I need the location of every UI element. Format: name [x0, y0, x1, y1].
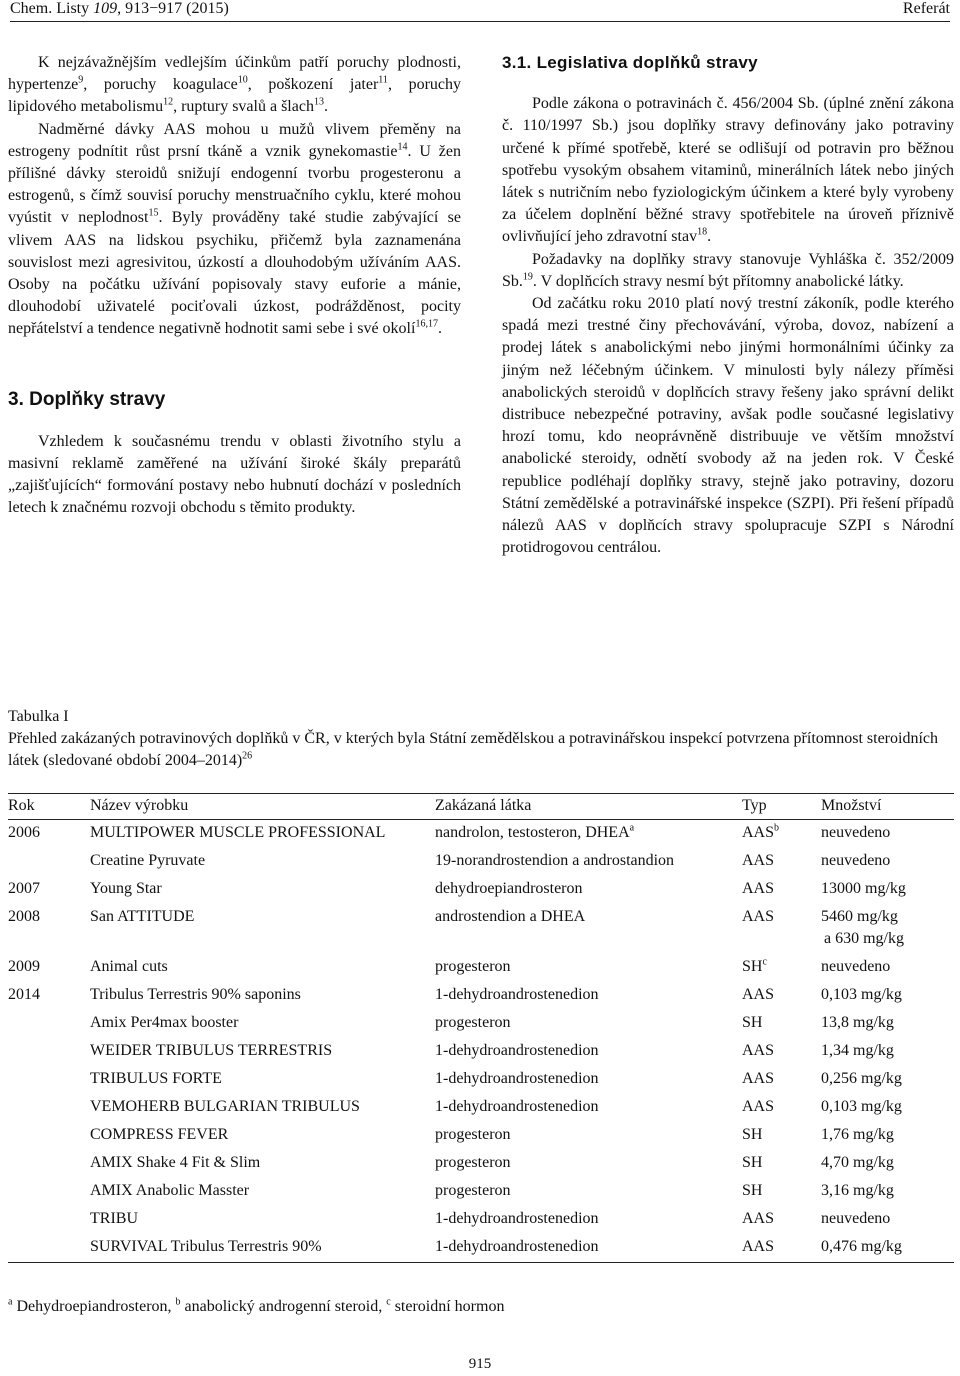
cell-substance-text: 1-dehydroandrostenedion: [435, 1238, 599, 1255]
journal-volume: 109: [93, 0, 118, 17]
text-run: . U žen přílišné dávky steroidů snižují endogenní tvorbu progesteronu a estrogenů, s čímž souvisí poruchy menstruačního cyklu, které mohou vyústit v neplodnost: [8, 142, 461, 227]
cell-product-name-text: AMIX Shake 4 Fit & Slim: [90, 1154, 261, 1171]
text-run: .: [323, 98, 328, 116]
paragraph-supplements-intro: Vzhledem k současnému trendu v oblasti životního stylu a masivní reklamě zaměřené na užívání široké škály preparátů „zajišťujících“ formování postavy nebo hubnutí dochází v posledních letech k značnému rozvoji obchodu s těmito produkty.: [8, 432, 461, 517]
cell-type-text: AAS: [742, 908, 775, 925]
cell-substance: [435, 1178, 742, 1206]
cell-substance: [435, 820, 742, 849]
cell-product-name-text: Tribulus Terrestris 90% saponins: [90, 986, 301, 1003]
footnote-ref: c: [762, 956, 767, 968]
cell-type: [742, 820, 821, 849]
cell-type: [742, 1206, 821, 1234]
cell-year-text: 2007: [8, 880, 40, 897]
cell-year: [8, 820, 90, 849]
table-header-row: [8, 794, 954, 820]
cell-product-name: [90, 876, 435, 904]
table-row: [8, 1206, 954, 1234]
journal-prefix: Chem. Listy: [10, 0, 94, 17]
header-year: Rok: [8, 794, 90, 820]
page-number: 915: [468, 1356, 492, 1372]
cell-year-text: 2014: [8, 986, 40, 1003]
cell-substance-text: 1-dehydroandrostenedion: [435, 1098, 599, 1115]
cell-product-name: [90, 1038, 435, 1066]
cell-product-name-text: Creatine Pyruvate: [90, 852, 206, 869]
cell-year: [8, 1122, 90, 1150]
cell-product-name: [90, 1010, 435, 1038]
cell-product-name: [90, 1150, 435, 1178]
cell-amount: [821, 954, 954, 982]
cell-type-text: SH: [742, 1154, 763, 1171]
journal-pages: , 913−917 (2015): [117, 0, 229, 17]
section-heading: 3. Doplňky stravy: [8, 388, 166, 410]
cell-year: [8, 954, 90, 982]
cell-product-name-text: COMPRESS FEVER: [90, 1126, 229, 1143]
cell-amount: [821, 1038, 954, 1066]
citation: 12: [163, 97, 174, 109]
text-run: . Byly prováděny také studie zabývající se vlivem AAS na lidskou psychiku, přičemž byla zaznamenána souvislost mezi agresivitou, úzkostí a dlouhodobým užíváním AAS. Osoby na počátku užívání popisovaly stavy euforie a mánie, dlouhodobí uživatelé pociťovali úzkost, podrážděnost, pocity nepřátelství a tendence negativně hodnotit sami sebe i své okolí: [8, 209, 461, 338]
cell-amount-text: 0,476 mg/kg: [821, 1238, 902, 1255]
cell-type-text: AAS: [742, 852, 775, 869]
cell-substance-text: 1-dehydroandrostenedion: [435, 1042, 599, 1059]
supplements-table: [8, 793, 954, 1263]
table-row: [8, 1122, 954, 1150]
cell-year: [8, 1066, 90, 1094]
cell-amount: [821, 1066, 954, 1094]
text-run: , poškození jater: [247, 76, 379, 94]
table-row: [8, 848, 954, 876]
cell-substance: [435, 1234, 742, 1263]
cell-type: [742, 982, 821, 1010]
cell-type: [742, 1150, 821, 1178]
left-column: [8, 52, 461, 520]
cell-substance: [435, 1038, 742, 1066]
header-substance: Zakázaná látka: [435, 794, 742, 820]
cell-type: [742, 954, 821, 982]
cell-product-name-text: Amix Per4max booster: [90, 1014, 239, 1031]
cell-substance-text: 1-dehydroandrostenedion: [435, 1210, 599, 1227]
cell-product-name: [90, 1066, 435, 1094]
cell-substance-text: progesteron: [435, 1182, 511, 1199]
cell-year: [8, 1234, 90, 1263]
cell-substance: [435, 904, 742, 954]
cell-type-text: AAS: [742, 1042, 775, 1059]
cell-product-name: [90, 820, 435, 849]
table-row: [8, 1150, 954, 1178]
cell-year: [8, 1150, 90, 1178]
table-row: [8, 982, 954, 1010]
table-row: [8, 876, 954, 904]
cell-substance: [435, 982, 742, 1010]
cell-amount: [821, 1010, 954, 1038]
cell-amount-text: neuvedeno: [821, 1210, 891, 1227]
cell-substance-text: dehydroepiandrosteron: [435, 880, 583, 897]
cell-substance-text: androstendion a DHEA: [435, 908, 586, 925]
cell-year: [8, 1178, 90, 1206]
cell-year: [8, 848, 90, 876]
cell-substance: [435, 876, 742, 904]
cell-substance-text: nandrolon, testosteron, DHEA: [435, 824, 630, 841]
table-row: [8, 1178, 954, 1206]
cell-amount-text: 13000 mg/kg: [821, 880, 906, 897]
cell-year: [8, 982, 90, 1010]
cell-type: [742, 1122, 821, 1150]
table-caption: [8, 706, 954, 772]
cell-amount-text: neuvedeno: [821, 824, 891, 841]
citation: 16,17: [415, 319, 438, 331]
cell-type: [742, 1066, 821, 1094]
cell-amount: [821, 876, 954, 904]
cell-amount-text: neuvedeno: [821, 852, 891, 869]
table-row: [8, 1010, 954, 1038]
citation: 9: [78, 74, 84, 86]
right-column: [502, 52, 954, 559]
cell-product-name-text: MULTIPOWER MUSCLE PROFESSIONAL: [90, 824, 386, 841]
cell-substance: [435, 1094, 742, 1122]
cell-product-name-text: San ATTITUDE: [90, 908, 195, 925]
cell-substance: [435, 1206, 742, 1234]
cell-product-name-text: Animal cuts: [90, 958, 168, 975]
footnote-marker: b: [175, 1296, 181, 1308]
cell-amount-text: 13,8 mg/kg: [821, 1014, 894, 1031]
paragraph-decree: [502, 249, 954, 293]
cell-amount: [821, 904, 954, 954]
cell-type-text: SH: [742, 958, 763, 975]
cell-product-name-text: VEMOHERB BULGARIAN TRIBULUS: [90, 1098, 360, 1115]
footnote-marker: a: [8, 1296, 13, 1308]
cell-product-name-text: Young Star: [90, 880, 162, 897]
text-run: Přehled zakázaných potravinových doplňků v ČR, v kterých byla Státní zemědělskou a potravinářskou inspekcí potvrzena přítomnost steroidních látek (sledované období 2004–2014): [8, 730, 938, 769]
cell-type-text: AAS: [742, 1070, 775, 1087]
footnote-marker: c: [386, 1296, 391, 1308]
cell-year: [8, 876, 90, 904]
citation: 13: [313, 97, 324, 109]
cell-product-name: [90, 904, 435, 954]
table-row: [8, 1234, 954, 1263]
cell-type-text: AAS: [742, 824, 775, 841]
cell-product-name: [90, 1094, 435, 1122]
cell-product-name-text: SURVIVAL Tribulus Terrestris 90%: [90, 1238, 322, 1255]
cell-substance: [435, 1010, 742, 1038]
text-run: .: [707, 228, 712, 246]
cell-amount-second-line: a 630 mg/kg: [824, 930, 904, 947]
citation: 14: [397, 141, 408, 153]
text-run: K nejzávažnějším vedlejším účinkům patří poruchy plodnosti, hypertenze: [8, 54, 461, 94]
cell-product-name: [90, 1206, 435, 1234]
cell-amount-text: 4,70 mg/kg: [821, 1154, 894, 1171]
cell-year: [8, 1038, 90, 1066]
text-run: Podle zákona o potravinách č. 456/2004 Sb. (úplné znění zákona č. 110/1997 Sb.) jsou doplňky stravy definovány jako potraviny určené k přímé spotřebě, které se odlišují od potravin pro běžnou spotřebu vysokým obsahem vitaminů, minerálních látek nebo jiných látek s nutričním nebo fyziologickým účinkem a které byly vyrobeny za účelem doplnění běžné stravy spotřebitele na úroveň příznivě ovlivňující jeho zdravotní stav: [502, 95, 954, 246]
cell-product-name: [90, 954, 435, 982]
paragraph-food-law: [502, 93, 954, 248]
cell-product-name-text: TRIBU: [90, 1210, 138, 1227]
footnote-text: anabolický androgenní steroid,: [180, 1298, 387, 1315]
citation: 15: [148, 208, 159, 220]
cell-substance-text: 1-dehydroandrostenedion: [435, 986, 599, 1003]
cell-type: [742, 848, 821, 876]
paragraph-side-effects: [8, 52, 461, 119]
table-title: [8, 728, 954, 772]
footnote-ref: b: [774, 822, 780, 834]
cell-amount: [821, 1150, 954, 1178]
header-amount: Množství: [821, 794, 954, 820]
cell-product-name: [90, 848, 435, 876]
cell-amount: [821, 982, 954, 1010]
citation: 18: [697, 227, 708, 239]
cell-amount: [821, 1094, 954, 1122]
paragraph-criminal-code: Od začátku roku 2010 platí nový trestní zákoník, podle kterého spadá mezi trestné činy přechovávání, výroba, dovoz, nabízení a prodej látek s anabolickými nebo jinými hormonálními účinky za jiným než léčebným účinkem. V minulosti byly nálezy příměsi anabolických steroidů v doplňcích stravy řešeny jako správní delikt distribuce nebezpečné potraviny, avšak podle současné legislativy hrozí tomu, kdo neoprávněně distribuuje ve větším množství anabolické steroidy, odnětí svobody až na jeden rok. V České republice podléhají doplňky stravy, stejně jako potraviny, dozoru Státní zemědělské a potravinářské inspekce (SZPI). Při řešení případů nálezů AAS v doplňcích stravy spolupracuje SZPI s Národní protidrogovou centrálou.: [502, 295, 954, 557]
cell-year: [8, 904, 90, 954]
cell-product-name: [90, 1178, 435, 1206]
header-type: Typ: [742, 794, 821, 820]
cell-substance-text: progesteron: [435, 1154, 511, 1171]
cell-substance-text: progesteron: [435, 958, 511, 975]
cell-amount-text: 0,103 mg/kg: [821, 1098, 902, 1115]
cell-year-text: 2008: [8, 908, 40, 925]
footnote-text: Dehydroepiandrosteron,: [12, 1298, 176, 1315]
cell-amount: [821, 1178, 954, 1206]
table-label: Tabulka I: [8, 708, 69, 725]
cell-type: [742, 904, 821, 954]
text-run: , poruchy lipidového metabolismu: [8, 76, 461, 116]
cell-type-text: SH: [742, 1182, 763, 1199]
cell-amount-text: neuvedeno: [821, 958, 891, 975]
text-run: Požadavky na doplňky stravy stanovuje Vyhláška č. 352/2009 Sb.: [502, 250, 954, 290]
cell-amount: [821, 1234, 954, 1263]
cell-type: [742, 876, 821, 904]
cell-year: [8, 1094, 90, 1122]
section-label: Referát: [902, 0, 950, 17]
cell-amount-text: 0,103 mg/kg: [821, 986, 902, 1003]
cell-amount-text: 1,34 mg/kg: [821, 1042, 894, 1059]
cell-amount-text: 5460 mg/kg: [821, 908, 898, 925]
cell-year-text: 2009: [8, 958, 40, 975]
cell-substance: [435, 1150, 742, 1178]
cell-product-name-text: WEIDER TRIBULUS TERRESTRIS: [90, 1042, 333, 1059]
table-row: [8, 1038, 954, 1066]
table-row: [8, 820, 954, 849]
header-product-name: Název výrobku: [90, 794, 435, 820]
cell-type-text: SH: [742, 1126, 763, 1143]
table-row: [8, 954, 954, 982]
cell-product-name: [90, 982, 435, 1010]
cell-type-text: AAS: [742, 986, 775, 1003]
footnote-ref: a: [629, 822, 635, 834]
citation: 10: [237, 74, 248, 86]
cell-type: [742, 1234, 821, 1263]
cell-type-text: AAS: [742, 1238, 775, 1255]
cell-substance: [435, 954, 742, 982]
table-row: [8, 904, 954, 954]
cell-type: [742, 1094, 821, 1122]
cell-amount-text: 3,16 mg/kg: [821, 1182, 894, 1199]
text-run: .: [437, 320, 442, 338]
cell-substance-text: 1-dehydroandrostenedion: [435, 1070, 599, 1087]
paragraph-excessive-doses: [8, 119, 461, 341]
running-header: [10, 0, 950, 22]
cell-product-name-text: AMIX Anabolic Masster: [90, 1182, 250, 1199]
table-row: [8, 1094, 954, 1122]
cell-substance-text: progesteron: [435, 1014, 511, 1031]
cell-substance: [435, 1066, 742, 1094]
cell-amount: [821, 1122, 954, 1150]
cell-amount-text: 1,76 mg/kg: [821, 1126, 894, 1143]
cell-type: [742, 1178, 821, 1206]
cell-amount: [821, 848, 954, 876]
cell-type-text: AAS: [742, 1098, 775, 1115]
cell-type-text: AAS: [742, 880, 775, 897]
citation: 19: [522, 271, 533, 283]
cell-substance-text: progesteron: [435, 1126, 511, 1143]
text-run: Nadměrné dávky AAS mohou u mužů vlivem přeměny na estrogeny podnítit růst prsní tkáně a vznik gynekomastie: [8, 120, 461, 160]
cell-year-text: 2006: [8, 824, 40, 841]
text-run: , ruptury svalů a šlach: [173, 98, 314, 116]
cell-amount-text: 0,256 mg/kg: [821, 1070, 902, 1087]
cell-substance: [435, 1122, 742, 1150]
citation: 26: [242, 750, 253, 762]
cell-year: [8, 1010, 90, 1038]
cell-amount: [821, 1206, 954, 1234]
citation: 11: [378, 74, 388, 86]
cell-product-name: [90, 1234, 435, 1263]
cell-substance-text: 19-norandrostendion a androstandion: [435, 852, 675, 869]
cell-product-name: [90, 1122, 435, 1150]
cell-amount: [821, 820, 954, 849]
cell-type: [742, 1010, 821, 1038]
text-run: . V doplňcích stravy nesmí být přítomny anabolické látky.: [532, 272, 904, 290]
table-row: [8, 1066, 954, 1094]
cell-type-text: SH: [742, 1014, 763, 1031]
cell-type-text: AAS: [742, 1210, 775, 1227]
subsection-heading: 3.1. Legislativa doplňků stravy: [502, 53, 758, 72]
journal-citation: [10, 0, 229, 18]
footnote-text: steroidní hormon: [390, 1298, 505, 1315]
cell-substance: [435, 848, 742, 876]
text-run: , poruchy koagulace: [83, 76, 238, 94]
table-footnote: [8, 1298, 504, 1316]
cell-product-name-text: TRIBULUS FORTE: [90, 1070, 222, 1087]
cell-type: [742, 1038, 821, 1066]
cell-year: [8, 1206, 90, 1234]
